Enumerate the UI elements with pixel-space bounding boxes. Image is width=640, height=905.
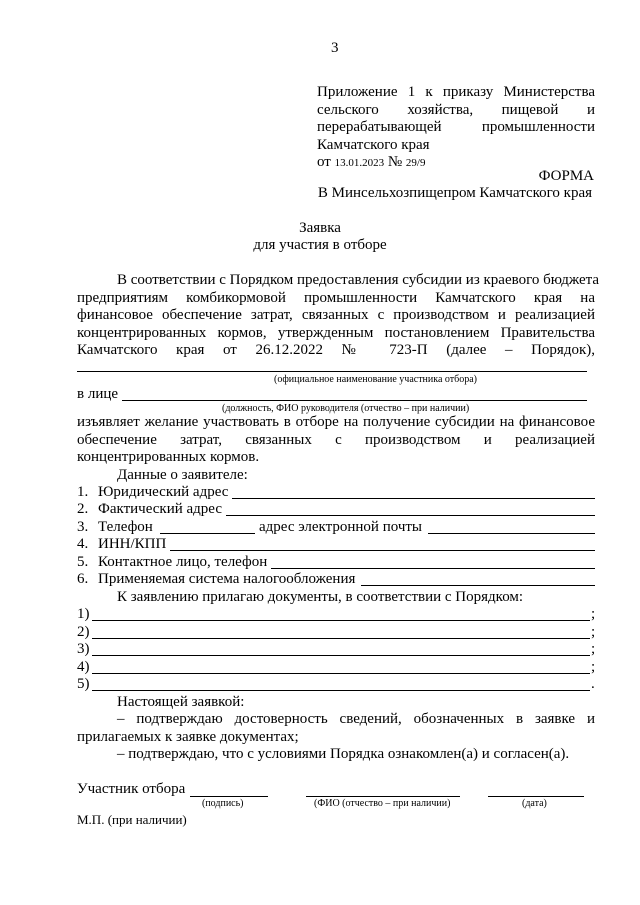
confirm-consent: – подтверждаю, что с условиями Порядка ознакомлен(а) и согласен(а). [117, 746, 570, 762]
legal-address-field[interactable] [232, 498, 595, 499]
phone-label: Телефон [98, 519, 153, 535]
document-field[interactable] [92, 620, 590, 621]
email-label: адрес электронной почты [259, 519, 423, 535]
appendix-line: перерабатывающей промышленности [317, 119, 595, 135]
applicant-item-num: 1. [77, 484, 89, 500]
inn-kpp-field[interactable] [170, 550, 595, 551]
paragraph-line: концентрированных кормов, утвержденным постановлением Правительства [77, 324, 595, 341]
paragraph-line: В соответствии с Порядком предоставления субсидии из краевого бюджета [117, 272, 600, 288]
applicant-item-num: 5. [77, 554, 89, 570]
document-end: ; [591, 641, 596, 657]
stamp-label: М.П. (при наличии) [77, 812, 187, 827]
full-name-field[interactable] [306, 796, 460, 797]
phone-field[interactable] [160, 533, 255, 534]
applicant-item-num: 2. [77, 501, 89, 517]
appendix-line: сельского хозяйства, пищевой и [317, 101, 595, 118]
date-prefix: от [317, 154, 331, 170]
contact-person-label: Контактное лицо, телефон [98, 554, 268, 570]
number-sign: № [387, 154, 403, 170]
paragraph-line: концентрированных кормов. [77, 449, 260, 465]
document-field[interactable] [92, 655, 590, 656]
date-field[interactable] [488, 796, 584, 797]
date-hint: (дата) [522, 798, 547, 809]
document-end: ; [591, 624, 596, 640]
document-num: 2) [77, 624, 90, 640]
signature-hint: (подпись) [202, 798, 244, 809]
order-number: 29/9 [405, 157, 426, 169]
applicant-data-label: Данные о заявителе: [117, 467, 248, 483]
participant-hint: (официальное наименование участника отбора) [274, 374, 478, 385]
document-field[interactable] [92, 690, 590, 691]
confirm-paragraph [77, 711, 595, 746]
appendix-block [317, 84, 595, 173]
contact-person-field[interactable] [271, 568, 595, 569]
document-field[interactable] [92, 638, 590, 639]
intro-paragraph [77, 272, 600, 360]
signature-field[interactable] [190, 796, 268, 797]
document-end: . [591, 676, 595, 692]
order-date: 13.01.2023 [334, 157, 385, 169]
applicant-item-num: 3. [77, 519, 89, 535]
form-label: ФОРМА [538, 168, 594, 184]
document-end: ; [591, 606, 596, 622]
applicant-item-num: 4. [77, 536, 89, 552]
inn-kpp-label: ИНН/КПП [98, 536, 167, 552]
document-num: 3) [77, 641, 90, 657]
full-name-hint: (ФИО (отчество – при наличии) [314, 798, 451, 809]
applicant-item-num: 6. [77, 571, 89, 587]
document-end: ; [591, 659, 596, 675]
paragraph-line: изъявляет желание участвовать в отборе на получение субсидии на финансовое [77, 414, 595, 430]
hereby-label: Настоящей заявкой: [117, 694, 245, 710]
addressee: В Минсельхозпищепром Камчатского края [317, 185, 592, 201]
paragraph-line: прилагаемых к заявке документах; [77, 728, 299, 745]
paragraph-line: финансовое обеспечение затрат, связанных с производством и реализацией [77, 307, 595, 323]
in-person-label: в лице [77, 386, 119, 402]
paragraph-line: – подтверждаю достоверность сведений, обозначенных в заявке и [117, 711, 595, 727]
page-number: 3 [331, 40, 339, 56]
paragraph-line: обеспечение затрат, связанных с производством и реализацией [77, 431, 595, 448]
representative-field[interactable] [122, 400, 587, 401]
document-num: 5) [77, 676, 90, 692]
document-subtitle: для участия в отборе [253, 237, 387, 253]
appendix-line: Приложение 1 к приказу Министерства [317, 84, 595, 100]
document-title: Заявка [299, 220, 341, 236]
paragraph-line: Камчатского края от 26.12.2022 № 723-П (далее – Порядок), [77, 342, 595, 358]
document-field[interactable] [92, 673, 590, 674]
actual-address-label: Фактический адрес [98, 501, 222, 517]
participant-name-field[interactable] [77, 371, 587, 372]
actual-address-field[interactable] [226, 515, 595, 516]
paragraph-line: предприятиям комбикормовой промышленности Камчатского края на [77, 289, 595, 306]
signature-label: Участник отбора [77, 781, 186, 797]
legal-address-label: Юридический адрес [98, 484, 229, 500]
tax-system-field[interactable] [361, 585, 595, 586]
documents-label: К заявлению прилагаю документы, в соответствии с Порядком: [117, 589, 524, 605]
document-num: 4) [77, 659, 90, 675]
desire-paragraph [77, 414, 595, 467]
appendix-line: Камчатского края [317, 136, 430, 153]
position-hint: (должность, ФИО руководителя (отчество – при наличии) [222, 403, 470, 414]
document-num: 1) [77, 606, 90, 622]
tax-system-label: Применяемая система налогообложения [98, 571, 356, 587]
email-field[interactable] [428, 533, 595, 534]
